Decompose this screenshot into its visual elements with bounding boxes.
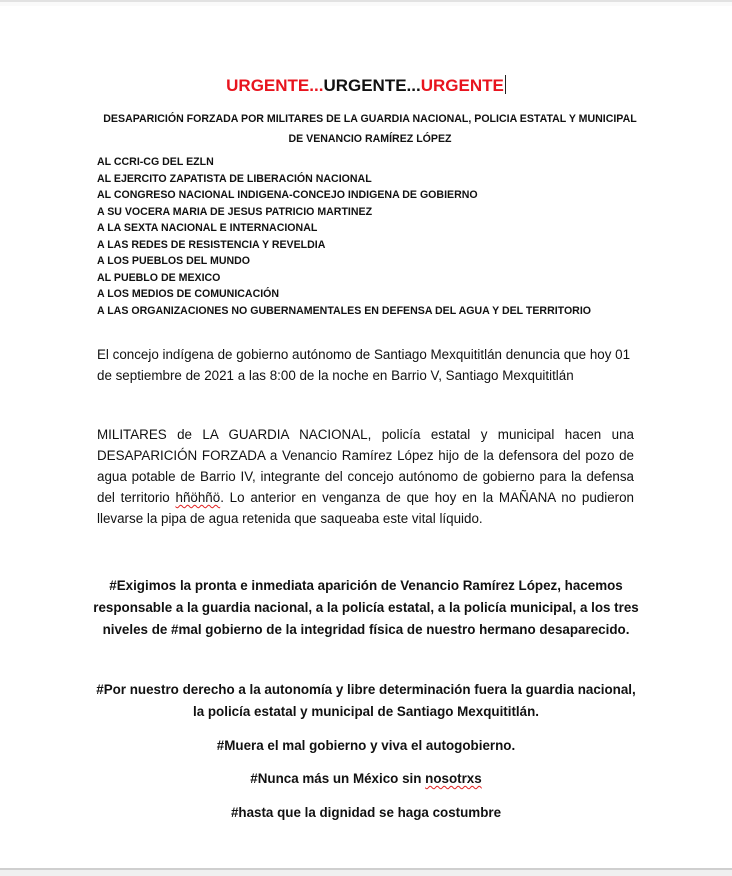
- addressee-item: A LA SEXTA NACIONAL E INTERNACIONAL: [97, 222, 318, 234]
- paragraph-details-text: MILITARES de LA GUARDIA NACIONAL, policía estatal y municipal hacen una DESAPARICIÓN FORZADA a Venancio Ramírez López hijo de la defensora del pozo de agua potable de Barrio IV, integrante del concejo autónomo de gobierno para la defensa del territorio: [97, 427, 634, 505]
- paragraph-details: [97, 424, 634, 529]
- title-part-1: URGENTE...: [226, 76, 324, 95]
- document-title: [0, 75, 732, 96]
- demand-paragraph: #Exigimos la pronta e inmediata aparición de Venancio Ramírez López, hacemos responsable a la guardia nacional, a la policía estatal, a la policía municipal, a los tres niveles de #mal gobierno de la integridad física de nuestro hermano desaparecido.: [93, 578, 639, 637]
- addressee-item: A LAS REDES DE RESISTENCIA Y REVELDIA: [97, 238, 326, 251]
- addressee-list: [97, 154, 591, 319]
- demand-text: #Nunca más un México sin: [250, 771, 426, 786]
- window-bottom-bar: [0, 868, 732, 876]
- title-part-2: URGENTE...: [323, 76, 421, 95]
- paragraph-denuncia: El concejo indígena de gobierno autónomo de Santiago Mexquititlán denuncia que hoy 01 de septiembre de 2021 a las 8:00 de la noche en Barrio V, Santiago Mexquititlán: [97, 347, 631, 383]
- spellcheck-flagged-word[interactable]: nosotrxs: [425, 771, 482, 786]
- title-part-3: URGENTE: [420, 76, 504, 95]
- demand-paragraph: #Muera el mal gobierno y viva el autogobierno.: [216, 738, 516, 753]
- addressee-item: AL CCRI-CG DEL EZLN: [97, 156, 214, 168]
- addressee-item: A LAS ORGANIZACIONES NO GUBERNAMENTALES EN DEFENSA DEL AGUA Y DEL TERRITORIO: [97, 304, 592, 317]
- addressee-item: A SU VOCERA MARIA DE JESUS PATRICIO MARTINEZ: [97, 205, 373, 218]
- demand-paragraph: #Por nuestro derecho a la autonomía y libre determinación fuera la guardia nacional, la policía estatal y municipal de Santiago Mexquititlán.: [96, 682, 636, 719]
- addressee-item: AL CONGRESO NACIONAL INDIGENA-CONCEJO INDIGENA DE GOBIERNO: [97, 189, 478, 201]
- addressee-item: AL PUEBLO DE MEXICO: [97, 271, 221, 284]
- document-page[interactable]: [0, 6, 732, 868]
- addressee-item: AL EJERCITO ZAPATISTA DE LIBERACIÓN NACIONAL: [97, 172, 372, 185]
- document-subtitle: DESAPARICIÓN FORZADA POR MILITARES DE LA GUARDIA NACIONAL, POLICIA ESTATAL Y MUNICIPAL DE VENANCIO RAMÍREZ LÓPEZ: [103, 113, 637, 145]
- addressee-item: A LOS MEDIOS DE COMUNICACIÓN: [97, 288, 280, 300]
- text-cursor: [505, 75, 506, 94]
- demand-paragraph: [90, 768, 642, 790]
- paragraph-details-text-end: . Lo anterior en venganza de que hoy en la MAÑANA no pudieron llevarse la pipa de agua retenida que saqueaba este vital líquido.: [97, 490, 634, 526]
- spellcheck-flagged-word[interactable]: hñöhñö: [175, 490, 221, 505]
- closing-line: #hasta que la dignidad se haga costumbre: [230, 805, 502, 820]
- addressee-item: A LOS PUEBLOS DEL MUNDO: [97, 255, 251, 267]
